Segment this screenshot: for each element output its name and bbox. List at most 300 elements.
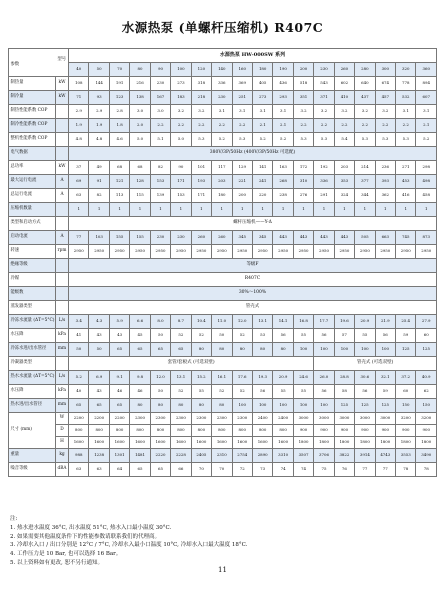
value-cell: 268 (273, 175, 293, 189)
value-cell: 345 (252, 231, 272, 245)
row-unit (56, 273, 69, 287)
value-cell: 324 (334, 189, 354, 203)
row-label: 电气数据 (9, 147, 56, 161)
value-cell: 1600 (232, 437, 252, 449)
value-cell: 1800 (314, 437, 334, 449)
span-value: 等级F (69, 259, 437, 273)
spec-row (9, 231, 437, 245)
value-cell: 271 (396, 161, 416, 175)
value-cell: 2950 (314, 245, 334, 259)
value-cell: 800 (273, 425, 293, 437)
value-cell: 56 (314, 385, 334, 399)
value-cell: 1800 (355, 437, 375, 449)
value-cell: 155 (109, 231, 129, 245)
value-cell: 3.1 (396, 105, 416, 119)
value-cell: 2.8 (109, 105, 129, 119)
row-unit (56, 133, 69, 147)
value-cell: 101 (191, 161, 211, 175)
model-cell: 100 (171, 63, 191, 77)
value-cell: 1800 (416, 437, 437, 449)
value-cell: 1800 (396, 437, 416, 449)
value-cell: 80 (191, 399, 211, 413)
row-label: 冷冻水进/出水管径 (9, 343, 56, 357)
value-cell: 80 (273, 343, 293, 357)
value-cell: 1 (375, 203, 395, 217)
value-cell: 260 (191, 231, 211, 245)
value-cell: 443 (334, 231, 354, 245)
value-cell: 100 (375, 343, 395, 357)
value-cell: 800 (109, 425, 129, 437)
value-cell: 59 (396, 329, 416, 343)
model-cell: 180 (252, 63, 272, 77)
value-cell: 56 (273, 329, 293, 343)
value-cell: 2.2 (212, 119, 232, 133)
value-cell: 900 (375, 425, 395, 437)
value-cell: 443 (293, 231, 313, 245)
value-cell: 56 (314, 329, 334, 343)
value-cell: 69 (69, 175, 89, 189)
value-cell: 183 (171, 91, 191, 105)
value-cell: 3.2 (355, 105, 375, 119)
value-cell: 3.4 (69, 315, 89, 329)
value-cell: 518 (293, 77, 313, 91)
value-cell: 17.6 (232, 371, 252, 385)
value-cell: 1600 (89, 437, 109, 449)
spec-row (9, 203, 437, 217)
value-cell: 393 (375, 175, 395, 189)
value-cell: 19.3 (252, 371, 272, 385)
value-cell: 80 (130, 399, 150, 413)
span-value: 管壳式 (69, 301, 437, 315)
value-cell: 50 (212, 329, 232, 343)
value-cell: 663 (375, 231, 395, 245)
value-cell: 45 (130, 329, 150, 343)
row-unit (56, 217, 69, 231)
value-cell: 60 (416, 329, 437, 343)
value-cell: 900 (334, 425, 354, 437)
note-item: 3. 冷却水入口 / 出口分别是 12°C / 7°C, 冷却水入最小口温度 10°C, 冷却水入口最大温度 18°C. (10, 542, 248, 549)
value-cell: 50 (150, 329, 170, 343)
value-cell: 80 (191, 343, 211, 357)
value-cell: 2405 (191, 449, 211, 463)
value-cell: 115 (130, 189, 150, 203)
value-cell: 55 (191, 385, 211, 399)
span-value: R407C (69, 273, 437, 287)
value-cell: 5.0 (171, 133, 191, 147)
row-label: 热水水流量 (ΔT=5°C) (9, 371, 56, 385)
noise-label: 噪音等级 (9, 463, 56, 477)
value-cell: 32.1 (375, 371, 395, 385)
dims-axis: D (56, 425, 69, 437)
spec-row (9, 315, 437, 329)
value-cell: 180 (212, 189, 232, 203)
value-cell: 5.3 (396, 133, 416, 147)
spec-row (9, 329, 437, 343)
value-cell: 15.2 (191, 371, 211, 385)
row-label: 绝缘等级 (9, 259, 56, 273)
value-cell: 800 (191, 425, 211, 437)
span-value-right: 管壳式 (可选双壁) (314, 357, 437, 371)
value-cell: 5.3 (355, 133, 375, 147)
value-cell: 82 (89, 189, 109, 203)
value-cell: 3.1 (252, 105, 272, 119)
value-cell: 353 (334, 175, 354, 189)
value-cell: 203 (212, 175, 232, 189)
value-cell: 5.3 (314, 133, 334, 147)
value-cell: 153 (171, 189, 191, 203)
value-cell: 230 (212, 91, 232, 105)
value-cell: 49 (89, 161, 109, 175)
value-cell: 273 (171, 77, 191, 91)
value-cell: 2950 (273, 245, 293, 259)
value-cell: 1600 (171, 437, 191, 449)
value-cell: 410 (334, 91, 354, 105)
row-unit: L/s (56, 315, 69, 329)
value-cell: 2300 (232, 413, 252, 425)
value-cell: 40 (69, 385, 89, 399)
value-cell: 2400 (252, 413, 272, 425)
value-cell: 900 (355, 425, 375, 437)
row-unit: kW (56, 77, 69, 91)
value-cell: 30.6 (355, 371, 375, 385)
value-cell: 1 (416, 203, 437, 217)
row-label: 制冷性能系数 COP (9, 119, 56, 133)
value-cell: 125 (416, 343, 437, 357)
row-label: 蒸发器类型 (9, 301, 56, 315)
value-cell: 2.2 (191, 119, 211, 133)
spec-row (9, 259, 437, 273)
value-cell: 91 (89, 175, 109, 189)
value-cell: 37.2 (396, 371, 416, 385)
value-cell: 2.2 (314, 119, 334, 133)
value-cell: 12.0 (232, 315, 252, 329)
value-cell: 2.2 (232, 119, 252, 133)
value-cell: 1 (69, 203, 89, 217)
value-cell: 65 (150, 343, 170, 357)
value-cell: 1 (232, 203, 252, 217)
value-cell: 100 (334, 343, 354, 357)
value-cell: 345 (232, 231, 252, 245)
value-cell: 40.9 (416, 371, 437, 385)
value-cell: 443 (273, 231, 293, 245)
model-cell: 200 (293, 63, 313, 77)
value-cell: 458 (416, 189, 437, 203)
note-item: 2. 如果需要其他温度条件下的性能参数请联系我们的代理商。 (10, 533, 160, 540)
value-cell: 100 (314, 343, 334, 357)
value-cell: 100 (293, 399, 313, 413)
spec-row (9, 217, 437, 231)
value-cell: 2950 (69, 245, 89, 259)
value-cell: 3490 (416, 449, 437, 463)
value-cell: 43 (89, 329, 109, 343)
value-cell: 63 (69, 463, 89, 477)
value-cell: 1800 (334, 437, 354, 449)
value-cell: 2300 (150, 413, 170, 425)
value-cell: 2300 (212, 413, 232, 425)
value-cell: 121 (109, 175, 129, 189)
value-cell: 144 (89, 77, 109, 91)
value-cell: 65 (150, 463, 170, 477)
value-cell: 1 (130, 203, 150, 217)
value-cell: 100 (314, 399, 334, 413)
value-cell: 3.2 (334, 105, 354, 119)
value-cell: 2.2 (396, 119, 416, 133)
value-cell: 2.2 (150, 119, 170, 133)
model-cell: 140 (212, 63, 232, 77)
value-cell: 73 (252, 463, 272, 477)
spec-row (9, 287, 437, 301)
value-cell: 5.1 (150, 133, 170, 147)
noise-row (9, 463, 437, 477)
value-cell: 2950 (396, 245, 416, 259)
value-cell: 4.8 (69, 133, 89, 147)
dims-row (9, 437, 437, 449)
value-cell: 2.2 (334, 119, 354, 133)
spec-row (9, 245, 437, 259)
value-cell: 128 (130, 175, 150, 189)
value-cell: 52 (232, 329, 252, 343)
value-cell: 20.9 (355, 315, 375, 329)
value-cell: 220 (252, 189, 272, 203)
value-cell: 50 (150, 385, 170, 399)
value-cell: 2950 (375, 245, 395, 259)
value-cell: 236 (375, 161, 395, 175)
value-cell: 74 (293, 463, 313, 477)
model-cell: 80 (130, 63, 150, 77)
weight-label: 重量 (9, 449, 56, 463)
spec-row (9, 273, 437, 287)
model-cell: 120 (191, 63, 211, 77)
dims-label: 尺寸 (mm) (9, 413, 56, 449)
value-cell: 2.9 (89, 105, 109, 119)
model-cell: 50 (89, 63, 109, 77)
value-cell: 5.2 (252, 133, 272, 147)
value-cell: 318 (191, 77, 211, 91)
value-cell: 1.8 (109, 119, 129, 133)
value-cell: 76 (334, 463, 354, 477)
value-cell: 65 (89, 399, 109, 413)
value-cell: 2200 (69, 413, 89, 425)
value-cell: 800 (171, 425, 191, 437)
value-cell: 125 (396, 343, 416, 357)
row-label: 冷媒 (9, 273, 56, 287)
value-cell: 276 (293, 189, 313, 203)
value-cell: 80 (212, 343, 232, 357)
value-cell: 70 (212, 463, 232, 477)
value-cell: 2950 (212, 245, 232, 259)
spec-row (9, 77, 437, 91)
spec-row (9, 357, 437, 371)
value-cell: 1238 (89, 449, 109, 463)
value-cell: 5.0 (130, 133, 150, 147)
value-cell: 100 (355, 343, 375, 357)
value-cell: 3822 (334, 449, 354, 463)
model-label: 型号 (57, 57, 66, 62)
value-cell: 310 (293, 175, 313, 189)
spec-row (9, 371, 437, 385)
value-cell: 351 (293, 91, 313, 105)
value-cell: 108 (69, 77, 89, 91)
value-cell: 37 (69, 161, 89, 175)
value-cell: 800 (150, 425, 170, 437)
row-unit (56, 147, 69, 161)
series-title: 水源热泵 HW-000SW 系列 (69, 49, 437, 63)
value-cell: 5.2 (273, 133, 293, 147)
row-label: 压缩机数量 (9, 203, 56, 217)
value-cell: 2.9 (69, 105, 89, 119)
value-cell: 2890 (252, 449, 272, 463)
value-cell: 139 (150, 189, 170, 203)
value-cell: 65 (69, 399, 89, 413)
value-cell: 2.1 (273, 119, 293, 133)
weight-row (9, 449, 437, 463)
spec-row (9, 301, 437, 315)
value-cell: 163 (273, 161, 293, 175)
value-cell: 66 (171, 463, 191, 477)
value-cell: 3000 (355, 413, 375, 425)
value-cell: 90 (171, 161, 191, 175)
value-cell: 8.7 (171, 315, 191, 329)
value-cell: 63 (69, 189, 89, 203)
row-unit: kW (56, 91, 69, 105)
value-cell: 52 (171, 329, 191, 343)
value-cell: 167 (150, 91, 170, 105)
value-cell: 193 (191, 175, 211, 189)
value-cell: 50 (89, 343, 109, 357)
value-cell: 56 (375, 329, 395, 343)
value-cell: 800 (69, 425, 89, 437)
value-cell: 894 (416, 77, 437, 91)
value-cell: 153 (150, 175, 170, 189)
value-cell: 11.0 (212, 315, 232, 329)
row-label: 制热性能系数 COP (9, 105, 56, 119)
value-cell: 68 (130, 161, 150, 175)
value-cell: 298 (416, 161, 437, 175)
value-cell: 5.3 (375, 133, 395, 147)
row-label: 水压降 (9, 329, 56, 343)
value-cell: 129 (232, 161, 252, 175)
value-cell: 59 (375, 385, 395, 399)
value-cell: 216 (130, 77, 150, 91)
row-unit (56, 259, 69, 273)
value-cell: 3507 (293, 449, 313, 463)
value-cell: 1800 (375, 437, 395, 449)
value-cell: 416 (396, 189, 416, 203)
note-item: 5. 以上资料如有更改, 恕不另行通知。 (10, 559, 103, 566)
value-cell: 607 (416, 91, 437, 105)
value-cell: 800 (89, 425, 109, 437)
row-label: 水压降 (9, 385, 56, 399)
value-cell: 27.9 (416, 315, 437, 329)
value-cell: 3.1 (212, 105, 232, 119)
value-cell: 4.6 (109, 133, 129, 147)
value-cell: 1800 (293, 437, 313, 449)
value-cell: 6.6 (130, 315, 150, 329)
value-cell: 203 (334, 161, 354, 175)
value-cell: 26.0 (314, 371, 334, 385)
value-cell: 80 (232, 343, 252, 357)
value-cell: 405 (252, 77, 272, 91)
value-cell: 2950 (252, 245, 272, 259)
model-cell: 300 (375, 63, 395, 77)
value-cell: 82 (150, 161, 170, 175)
value-cell: 1 (171, 203, 191, 217)
value-cell: 150 (396, 399, 416, 413)
spec-row (9, 161, 437, 175)
value-cell: 78 (416, 463, 437, 477)
value-cell: 1600 (150, 437, 170, 449)
row-unit: A (56, 189, 69, 203)
value-cell: 93 (89, 91, 109, 105)
value-cell: 241 (252, 175, 272, 189)
value-cell: 800 (212, 425, 232, 437)
value-cell: 1 (191, 203, 211, 217)
value-cell: 800 (252, 425, 272, 437)
value-cell: 900 (416, 425, 437, 437)
value-cell: 2.2 (375, 119, 395, 133)
param-label: 参数 (10, 61, 20, 67)
model-cell: 230 (314, 63, 334, 77)
spec-row (9, 91, 437, 105)
value-cell: 369 (232, 77, 252, 91)
value-cell: 1 (273, 203, 293, 217)
spec-row (9, 189, 437, 203)
value-cell: 214 (355, 161, 375, 175)
value-cell: 344 (355, 189, 375, 203)
spec-row (9, 147, 437, 161)
value-cell: 1600 (191, 437, 211, 449)
value-cell: 171 (191, 189, 211, 203)
value-cell: 65 (109, 343, 129, 357)
dims-row (9, 425, 437, 437)
value-cell: 100 (273, 399, 293, 413)
value-cell: 21.9 (375, 315, 395, 329)
model-cell: 320 (396, 63, 416, 77)
value-cell: 5.3 (232, 133, 252, 147)
value-cell: 13.1 (252, 315, 272, 329)
row-label: 热水进/出水管径 (9, 399, 56, 413)
value-cell: 52 (171, 385, 191, 399)
value-cell: 2950 (416, 245, 437, 259)
value-cell: 80 (212, 399, 232, 413)
value-cell: 4.8 (89, 133, 109, 147)
span-value: 380V/3P/50Hz (400V/3P/50Hz 可选配) (69, 147, 437, 161)
value-cell: 3000 (293, 413, 313, 425)
value-cell: 3000 (314, 413, 334, 425)
row-unit: L/s (56, 371, 69, 385)
value-cell: 230 (171, 231, 191, 245)
value-cell: 260 (212, 231, 232, 245)
value-cell: 60 (396, 385, 416, 399)
value-cell: 65 (109, 399, 129, 413)
value-cell: 55 (273, 385, 293, 399)
value-cell: 46 (109, 385, 129, 399)
value-cell: 1.9 (69, 119, 89, 133)
value-cell: 2300 (130, 413, 150, 425)
value-cell: 221 (232, 175, 252, 189)
value-cell: 273 (252, 91, 272, 105)
value-cell: 2950 (334, 245, 354, 259)
value-cell: 291 (314, 189, 334, 203)
value-cell: 16.1 (212, 371, 232, 385)
value-cell: 125 (334, 399, 354, 413)
value-cell: 64 (109, 463, 129, 477)
value-cell: 3706 (314, 449, 334, 463)
value-cell: 674 (375, 77, 395, 91)
row-unit (56, 203, 69, 217)
value-cell: 50 (69, 343, 89, 357)
value-cell: 68 (109, 161, 129, 175)
